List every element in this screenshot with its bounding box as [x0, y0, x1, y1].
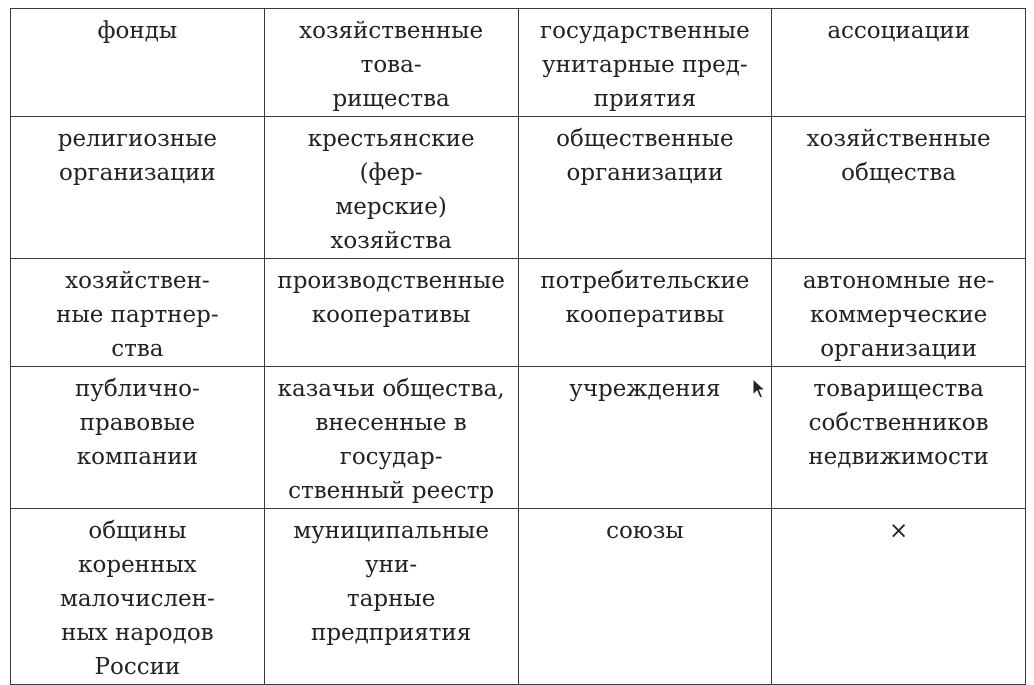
table-cell: хозяйствен- ные партнер- ства: [11, 259, 265, 367]
table-row: [11, 117, 1026, 259]
table-row: [11, 259, 1026, 367]
table-cell: хозяйственные това- рищества: [264, 9, 518, 117]
table-cell: ассоциации: [772, 9, 1026, 117]
table-row: [11, 367, 1026, 509]
table-row: [11, 509, 1026, 685]
table-cell: общественные организации: [518, 117, 772, 259]
table-cell: производственные кооперативы: [264, 259, 518, 367]
table-cell: государственные унитарные пред- приятия: [518, 9, 772, 117]
table-cell: муниципальные уни- тарные предприятия: [264, 509, 518, 685]
table-cell: товарищества собственников недвижимости: [772, 367, 1026, 509]
table-cell: потребительские кооперативы: [518, 259, 772, 367]
table-cell: фонды: [11, 9, 265, 117]
table-cell: публично- правовые компании: [11, 367, 265, 509]
organizations-table: [10, 8, 1026, 685]
table-cell: хозяйственные общества: [772, 117, 1026, 259]
table-cell: религиозные организации: [11, 117, 265, 259]
table-row: [11, 9, 1026, 117]
table-cell: казачьи общества, внесенные в государ- ственный реестр: [264, 367, 518, 509]
table-cell: учреждения: [518, 367, 772, 509]
table-cell: общины коренных малочислен- ных народов России: [11, 509, 265, 685]
empty-cell-mark: ×: [772, 509, 1026, 685]
table-cell: союзы: [518, 509, 772, 685]
table-cell: автономные не- коммерческие организации: [772, 259, 1026, 367]
table-cell: крестьянские (фер- мерские) хозяйства: [264, 117, 518, 259]
mouse-pointer-icon: [752, 378, 766, 400]
